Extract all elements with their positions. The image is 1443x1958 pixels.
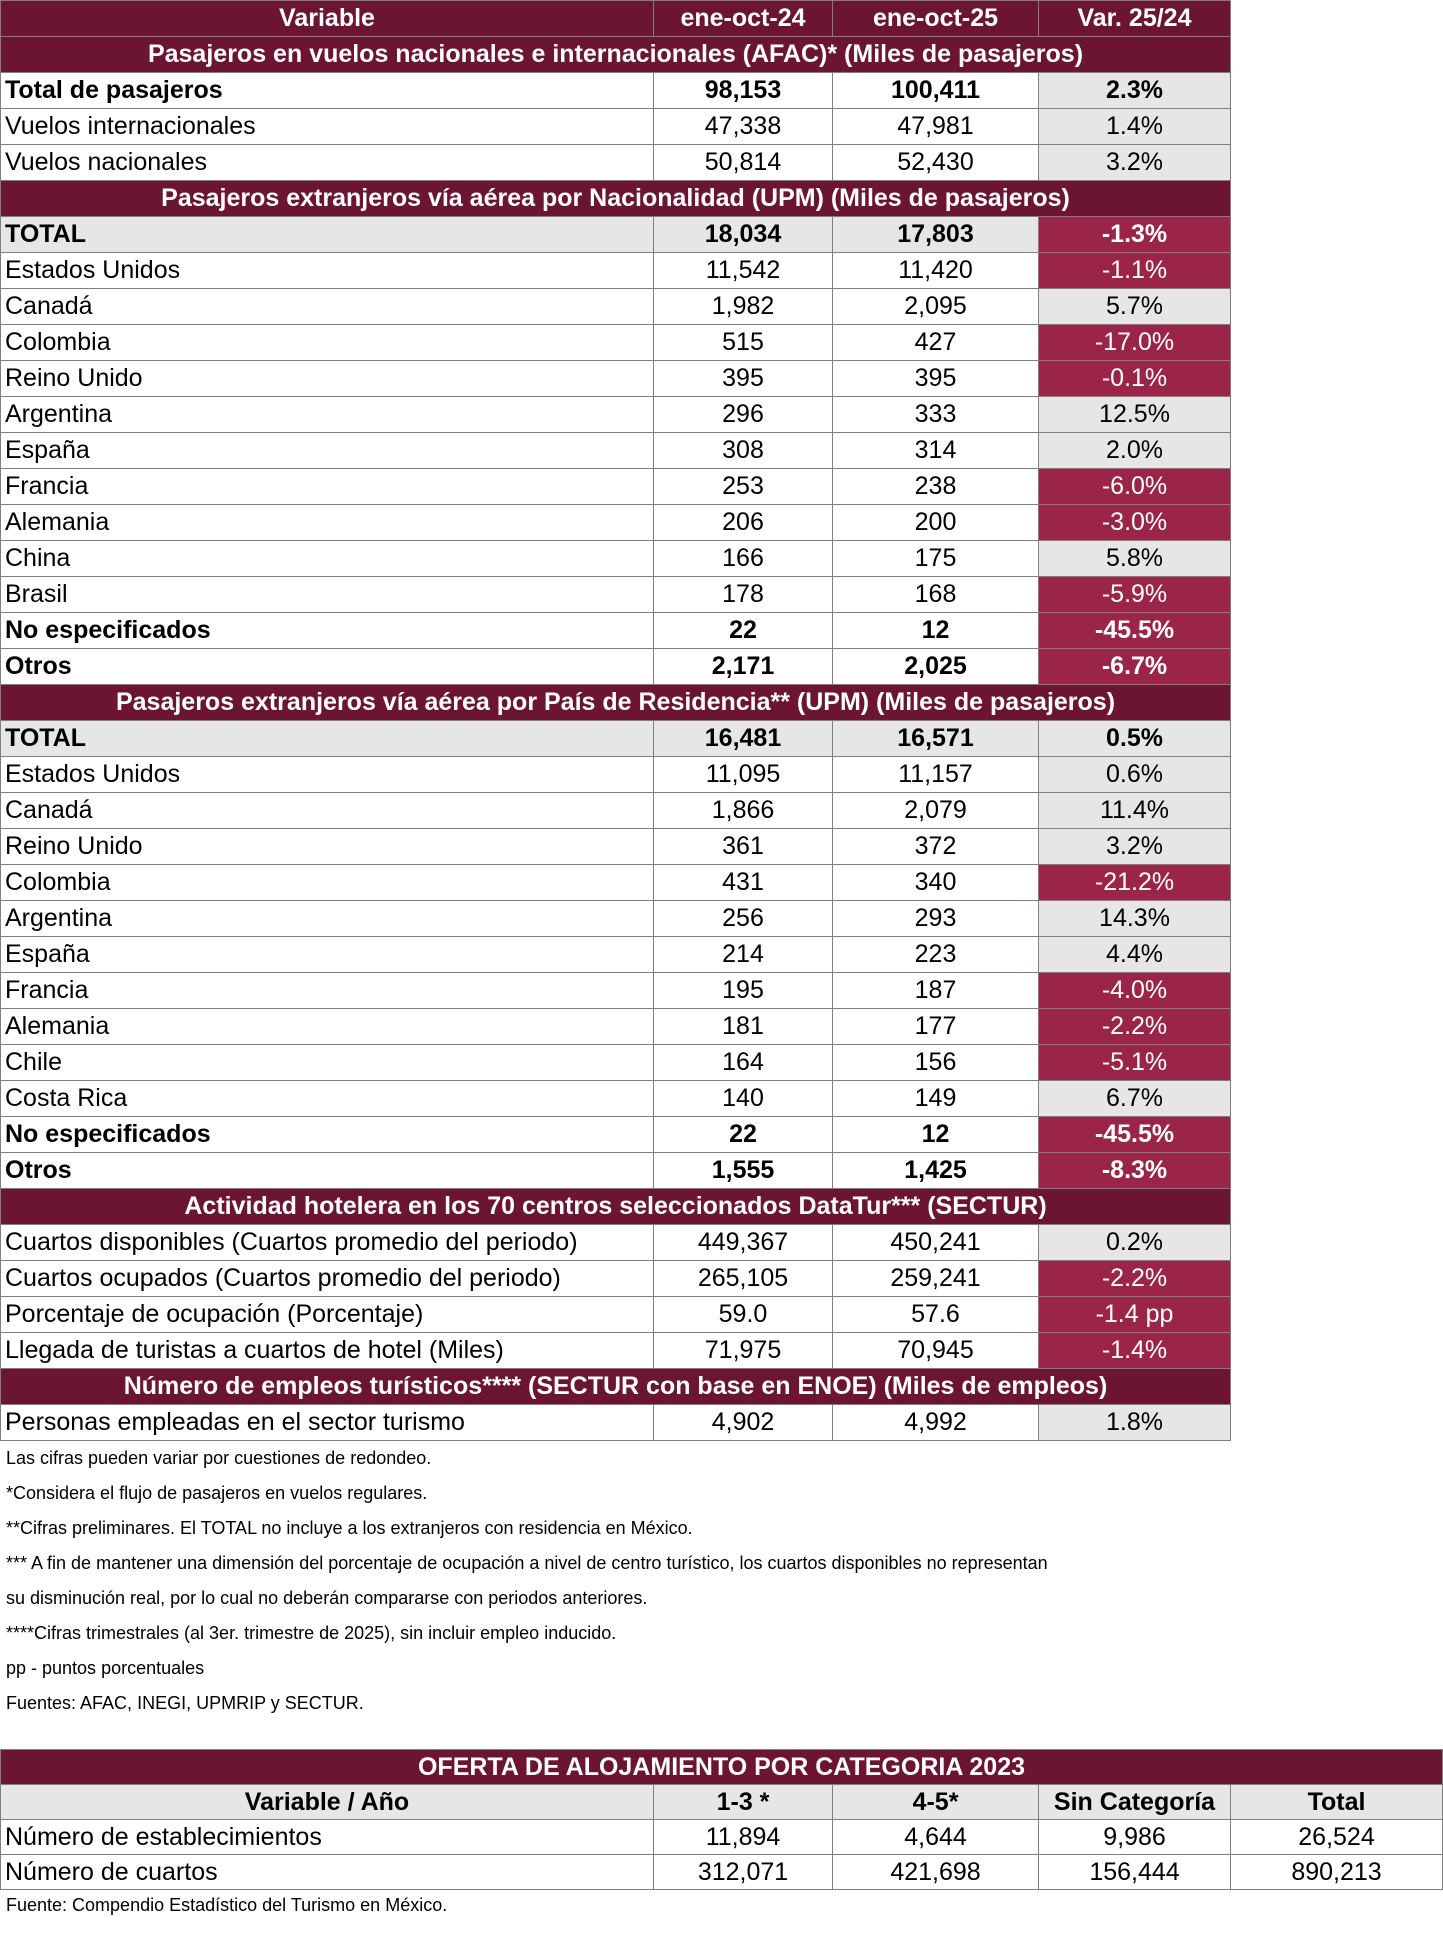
value-ene-oct-24: 4,902 — [654, 1405, 833, 1441]
row-label: Brasil — [1, 577, 654, 613]
variation-badge: 3.2% — [1039, 829, 1231, 865]
row-label: Alemania — [1, 1009, 654, 1045]
value-ene-oct-25: 168 — [833, 577, 1039, 613]
value-ene-oct-25: 2,079 — [833, 793, 1039, 829]
section-header-row — [1, 1369, 1231, 1405]
lodging-value-4-5: 421,698 — [833, 1855, 1039, 1890]
value-ene-oct-25: 333 — [833, 397, 1039, 433]
variation-badge: 5.7% — [1039, 289, 1231, 325]
value-ene-oct-24: 164 — [654, 1045, 833, 1081]
header-variation: Var. 25/24 — [1039, 1, 1231, 37]
variation-badge: 1.4% — [1039, 109, 1231, 145]
lodging-header-1-3: 1-3 * — [654, 1785, 833, 1820]
value-ene-oct-25: 293 — [833, 901, 1039, 937]
value-ene-oct-24: 1,555 — [654, 1153, 833, 1189]
value-ene-oct-25: 200 — [833, 505, 1039, 541]
section-title: Número de empleos turísticos**** (SECTUR con base en ENOE) (Miles de empleos) — [1, 1369, 1231, 1405]
section-header-row — [1, 181, 1231, 217]
table-row — [1, 829, 1231, 865]
variation-badge: -21.2% — [1039, 865, 1231, 901]
value-ene-oct-25: 12 — [833, 613, 1039, 649]
lodging-header-total: Total — [1231, 1785, 1443, 1820]
value-ene-oct-24: 18,034 — [654, 217, 833, 253]
footnotes — [0, 1441, 1240, 1721]
footnote-line: pp - puntos porcentuales — [6, 1658, 205, 1678]
variation-badge: 0.6% — [1039, 757, 1231, 793]
lodging-table-header-row — [1, 1785, 1443, 1820]
value-ene-oct-24: 11,542 — [654, 253, 833, 289]
value-ene-oct-24: 2,171 — [654, 649, 833, 685]
table-row — [1, 397, 1231, 433]
row-label: Otros — [1, 1153, 654, 1189]
table-row — [1, 1405, 1231, 1441]
variation-badge: -6.0% — [1039, 469, 1231, 505]
lodging-offer-table — [0, 1749, 1443, 1890]
row-label: No especificados — [1, 613, 654, 649]
row-label: Vuelos internacionales — [1, 109, 654, 145]
table-row — [1, 541, 1231, 577]
variation-badge: -8.3% — [1039, 1153, 1231, 1189]
section-header-row — [1, 1189, 1231, 1225]
table-row — [1, 865, 1231, 901]
value-ene-oct-24: 515 — [654, 325, 833, 361]
lodging-value-1-3: 11,894 — [654, 1820, 833, 1855]
table-row — [1, 973, 1231, 1009]
variation-badge: -1.3% — [1039, 217, 1231, 253]
value-ene-oct-25: 11,420 — [833, 253, 1039, 289]
row-label: Reino Unido — [1, 829, 654, 865]
table-row — [1, 109, 1231, 145]
row-label: Porcentaje de ocupación (Porcentaje) — [1, 1297, 654, 1333]
value-ene-oct-25: 372 — [833, 829, 1039, 865]
lodging-header-sin-categoria: Sin Categoría — [1039, 1785, 1231, 1820]
value-ene-oct-24: 11,095 — [654, 757, 833, 793]
row-label: Personas empleadas en el sector turismo — [1, 1405, 654, 1441]
lodging-header-variable: Variable / Año — [1, 1785, 654, 1820]
value-ene-oct-25: 4,992 — [833, 1405, 1039, 1441]
variation-badge: -17.0% — [1039, 325, 1231, 361]
section-header-row — [1, 685, 1231, 721]
lodging-value-1-3: 312,071 — [654, 1855, 833, 1890]
header-variable: Variable — [1, 1, 654, 37]
section-title: Pasajeros en vuelos nacionales e internacionales (AFAC)* (Miles de pasajeros) — [1, 37, 1231, 73]
value-ene-oct-24: 1,866 — [654, 793, 833, 829]
value-ene-oct-25: 177 — [833, 1009, 1039, 1045]
table-row — [1, 1081, 1231, 1117]
variation-badge: 11.4% — [1039, 793, 1231, 829]
row-label: Colombia — [1, 865, 654, 901]
value-ene-oct-24: 361 — [654, 829, 833, 865]
header-ene-oct-24: ene-oct-24 — [654, 1, 833, 37]
table-row — [1, 253, 1231, 289]
footnote-line: su disminución real, por lo cual no deberán compararse con periodos anteriores. — [6, 1588, 648, 1608]
table-row — [1, 433, 1231, 469]
table-row — [1, 649, 1231, 685]
row-label: Reino Unido — [1, 361, 654, 397]
value-ene-oct-24: 59.0 — [654, 1297, 833, 1333]
row-label: Otros — [1, 649, 654, 685]
variation-badge: -5.9% — [1039, 577, 1231, 613]
header-ene-oct-25: ene-oct-25 — [833, 1, 1039, 37]
value-ene-oct-24: 265,105 — [654, 1261, 833, 1297]
footnote-line: Fuentes: AFAC, INEGI, UPMRIP y SECTUR. — [6, 1693, 364, 1713]
table-row — [1, 1009, 1231, 1045]
variation-badge: -2.2% — [1039, 1261, 1231, 1297]
variation-badge: 0.2% — [1039, 1225, 1231, 1261]
variation-badge: -45.5% — [1039, 613, 1231, 649]
lodging-row-label: Número de cuartos — [1, 1855, 654, 1890]
value-ene-oct-24: 206 — [654, 505, 833, 541]
value-ene-oct-24: 16,481 — [654, 721, 833, 757]
variation-badge: 12.5% — [1039, 397, 1231, 433]
value-ene-oct-25: 1,425 — [833, 1153, 1039, 1189]
table-row — [1, 145, 1231, 181]
table-row — [1, 1225, 1231, 1261]
variation-badge: -45.5% — [1039, 1117, 1231, 1153]
variation-badge: -1.1% — [1039, 253, 1231, 289]
value-ene-oct-25: 57.6 — [833, 1297, 1039, 1333]
section-title: Pasajeros extranjeros vía aérea por Nacionalidad (UPM) (Miles de pasajeros) — [1, 181, 1231, 217]
table-header-row — [1, 1, 1231, 37]
value-ene-oct-24: 256 — [654, 901, 833, 937]
value-ene-oct-25: 11,157 — [833, 757, 1039, 793]
table-row — [1, 1117, 1231, 1153]
value-ene-oct-24: 253 — [654, 469, 833, 505]
lodging-table-title-row — [1, 1750, 1443, 1785]
row-label: España — [1, 433, 654, 469]
value-ene-oct-24: 22 — [654, 613, 833, 649]
table-row — [1, 469, 1231, 505]
variation-badge: 0.5% — [1039, 721, 1231, 757]
value-ene-oct-24: 449,367 — [654, 1225, 833, 1261]
table-row — [1, 1333, 1231, 1369]
footnote-line: *** A fin de mantener una dimensión del porcentaje de ocupación a nivel de centro turístico, los cuartos disponibles no representan — [6, 1553, 1048, 1573]
table-row — [1, 901, 1231, 937]
table-row — [1, 73, 1231, 109]
lodging-value-sin-categoria: 156,444 — [1039, 1855, 1231, 1890]
lodging-row-label: Número de establecimientos — [1, 1820, 654, 1855]
row-label: Llegada de turistas a cuartos de hotel (Miles) — [1, 1333, 654, 1369]
table-row — [1, 793, 1231, 829]
value-ene-oct-24: 50,814 — [654, 145, 833, 181]
variation-badge: -4.0% — [1039, 973, 1231, 1009]
row-label: No especificados — [1, 1117, 654, 1153]
row-label: Alemania — [1, 505, 654, 541]
table-row — [1, 613, 1231, 649]
row-label: España — [1, 937, 654, 973]
value-ene-oct-24: 1,982 — [654, 289, 833, 325]
lodging-row — [1, 1820, 1443, 1855]
variation-badge: -2.2% — [1039, 1009, 1231, 1045]
value-ene-oct-24: 395 — [654, 361, 833, 397]
variation-badge: -0.1% — [1039, 361, 1231, 397]
table-row — [1, 1261, 1231, 1297]
row-label: Total de pasajeros — [1, 73, 654, 109]
lodging-value-sin-categoria: 9,986 — [1039, 1820, 1231, 1855]
value-ene-oct-24: 98,153 — [654, 73, 833, 109]
lodging-value-total: 26,524 — [1231, 1820, 1443, 1855]
variation-badge: -1.4 pp — [1039, 1297, 1231, 1333]
row-label: Costa Rica — [1, 1081, 654, 1117]
lodging-table-title: OFERTA DE ALOJAMIENTO POR CATEGORIA 2023 — [1, 1750, 1443, 1785]
table-row — [1, 937, 1231, 973]
lodging-value-4-5: 4,644 — [833, 1820, 1039, 1855]
row-label: Canadá — [1, 793, 654, 829]
value-ene-oct-25: 16,571 — [833, 721, 1039, 757]
value-ene-oct-25: 259,241 — [833, 1261, 1039, 1297]
variation-badge: 6.7% — [1039, 1081, 1231, 1117]
value-ene-oct-25: 17,803 — [833, 217, 1039, 253]
variation-badge: 4.4% — [1039, 937, 1231, 973]
table-row — [1, 505, 1231, 541]
value-ene-oct-24: 214 — [654, 937, 833, 973]
lodging-source-note: Fuente: Compendio Estadístico del Turismo en México. — [6, 1895, 448, 1915]
value-ene-oct-24: 195 — [654, 973, 833, 1009]
lodging-header-4-5: 4-5* — [833, 1785, 1039, 1820]
variation-badge: 3.2% — [1039, 145, 1231, 181]
row-label: Colombia — [1, 325, 654, 361]
table-row — [1, 361, 1231, 397]
variation-badge: -1.4% — [1039, 1333, 1231, 1369]
row-label: TOTAL — [1, 721, 654, 757]
row-label: Chile — [1, 1045, 654, 1081]
value-ene-oct-24: 431 — [654, 865, 833, 901]
footnote-line: Las cifras pueden variar por cuestiones de redondeo. — [6, 1448, 432, 1468]
value-ene-oct-25: 156 — [833, 1045, 1039, 1081]
row-label: Francia — [1, 973, 654, 1009]
value-ene-oct-24: 166 — [654, 541, 833, 577]
table-row — [1, 1045, 1231, 1081]
table-row — [1, 1297, 1231, 1333]
footnote-line: *Considera el flujo de pasajeros en vuelos regulares. — [6, 1483, 428, 1503]
value-ene-oct-25: 395 — [833, 361, 1039, 397]
row-label: Vuelos nacionales — [1, 145, 654, 181]
row-label: China — [1, 541, 654, 577]
value-ene-oct-24: 22 — [654, 1117, 833, 1153]
row-label: Argentina — [1, 397, 654, 433]
row-label: Francia — [1, 469, 654, 505]
table-row — [1, 289, 1231, 325]
section-title: Actividad hotelera en los 70 centros seleccionados DataTur*** (SECTUR) — [1, 1189, 1231, 1225]
row-label: Estados Unidos — [1, 253, 654, 289]
section-title: Pasajeros extranjeros vía aérea por País de Residencia** (UPM) (Miles de pasajeros) — [1, 685, 1231, 721]
table-row — [1, 217, 1231, 253]
variation-badge: 5.8% — [1039, 541, 1231, 577]
variation-badge: 2.3% — [1039, 73, 1231, 109]
row-label: Argentina — [1, 901, 654, 937]
row-label: TOTAL — [1, 217, 654, 253]
table-row — [1, 757, 1231, 793]
value-ene-oct-24: 181 — [654, 1009, 833, 1045]
value-ene-oct-24: 308 — [654, 433, 833, 469]
value-ene-oct-24: 178 — [654, 577, 833, 613]
value-ene-oct-25: 100,411 — [833, 73, 1039, 109]
row-label: Cuartos disponibles (Cuartos promedio del periodo) — [1, 1225, 654, 1261]
row-label: Estados Unidos — [1, 757, 654, 793]
value-ene-oct-24: 71,975 — [654, 1333, 833, 1369]
value-ene-oct-25: 223 — [833, 937, 1039, 973]
value-ene-oct-25: 2,095 — [833, 289, 1039, 325]
lodging-row — [1, 1855, 1443, 1890]
variation-badge: 2.0% — [1039, 433, 1231, 469]
value-ene-oct-25: 149 — [833, 1081, 1039, 1117]
variation-badge: -5.1% — [1039, 1045, 1231, 1081]
section-header-row — [1, 37, 1231, 73]
value-ene-oct-24: 47,338 — [654, 109, 833, 145]
value-ene-oct-25: 238 — [833, 469, 1039, 505]
variation-badge: 14.3% — [1039, 901, 1231, 937]
value-ene-oct-25: 314 — [833, 433, 1039, 469]
value-ene-oct-25: 70,945 — [833, 1333, 1039, 1369]
row-label: Cuartos ocupados (Cuartos promedio del periodo) — [1, 1261, 654, 1297]
table-row — [1, 577, 1231, 613]
footnote-line: ****Cifras trimestrales (al 3er. trimestre de 2025), sin incluir empleo inducido. — [6, 1623, 617, 1643]
value-ene-oct-25: 427 — [833, 325, 1039, 361]
footnote-line: **Cifras preliminares. El TOTAL no incluye a los extranjeros con residencia en México. — [6, 1518, 693, 1538]
value-ene-oct-24: 140 — [654, 1081, 833, 1117]
value-ene-oct-25: 2,025 — [833, 649, 1039, 685]
value-ene-oct-24: 296 — [654, 397, 833, 433]
row-label: Canadá — [1, 289, 654, 325]
value-ene-oct-25: 47,981 — [833, 109, 1039, 145]
variation-badge: -3.0% — [1039, 505, 1231, 541]
value-ene-oct-25: 340 — [833, 865, 1039, 901]
value-ene-oct-25: 12 — [833, 1117, 1039, 1153]
lodging-value-total: 890,213 — [1231, 1855, 1443, 1890]
table-row — [1, 1153, 1231, 1189]
value-ene-oct-25: 175 — [833, 541, 1039, 577]
table-row — [1, 721, 1231, 757]
variation-badge: 1.8% — [1039, 1405, 1231, 1441]
value-ene-oct-25: 450,241 — [833, 1225, 1039, 1261]
variation-badge: -6.7% — [1039, 649, 1231, 685]
value-ene-oct-25: 187 — [833, 973, 1039, 1009]
value-ene-oct-25: 52,430 — [833, 145, 1039, 181]
table-row — [1, 325, 1231, 361]
